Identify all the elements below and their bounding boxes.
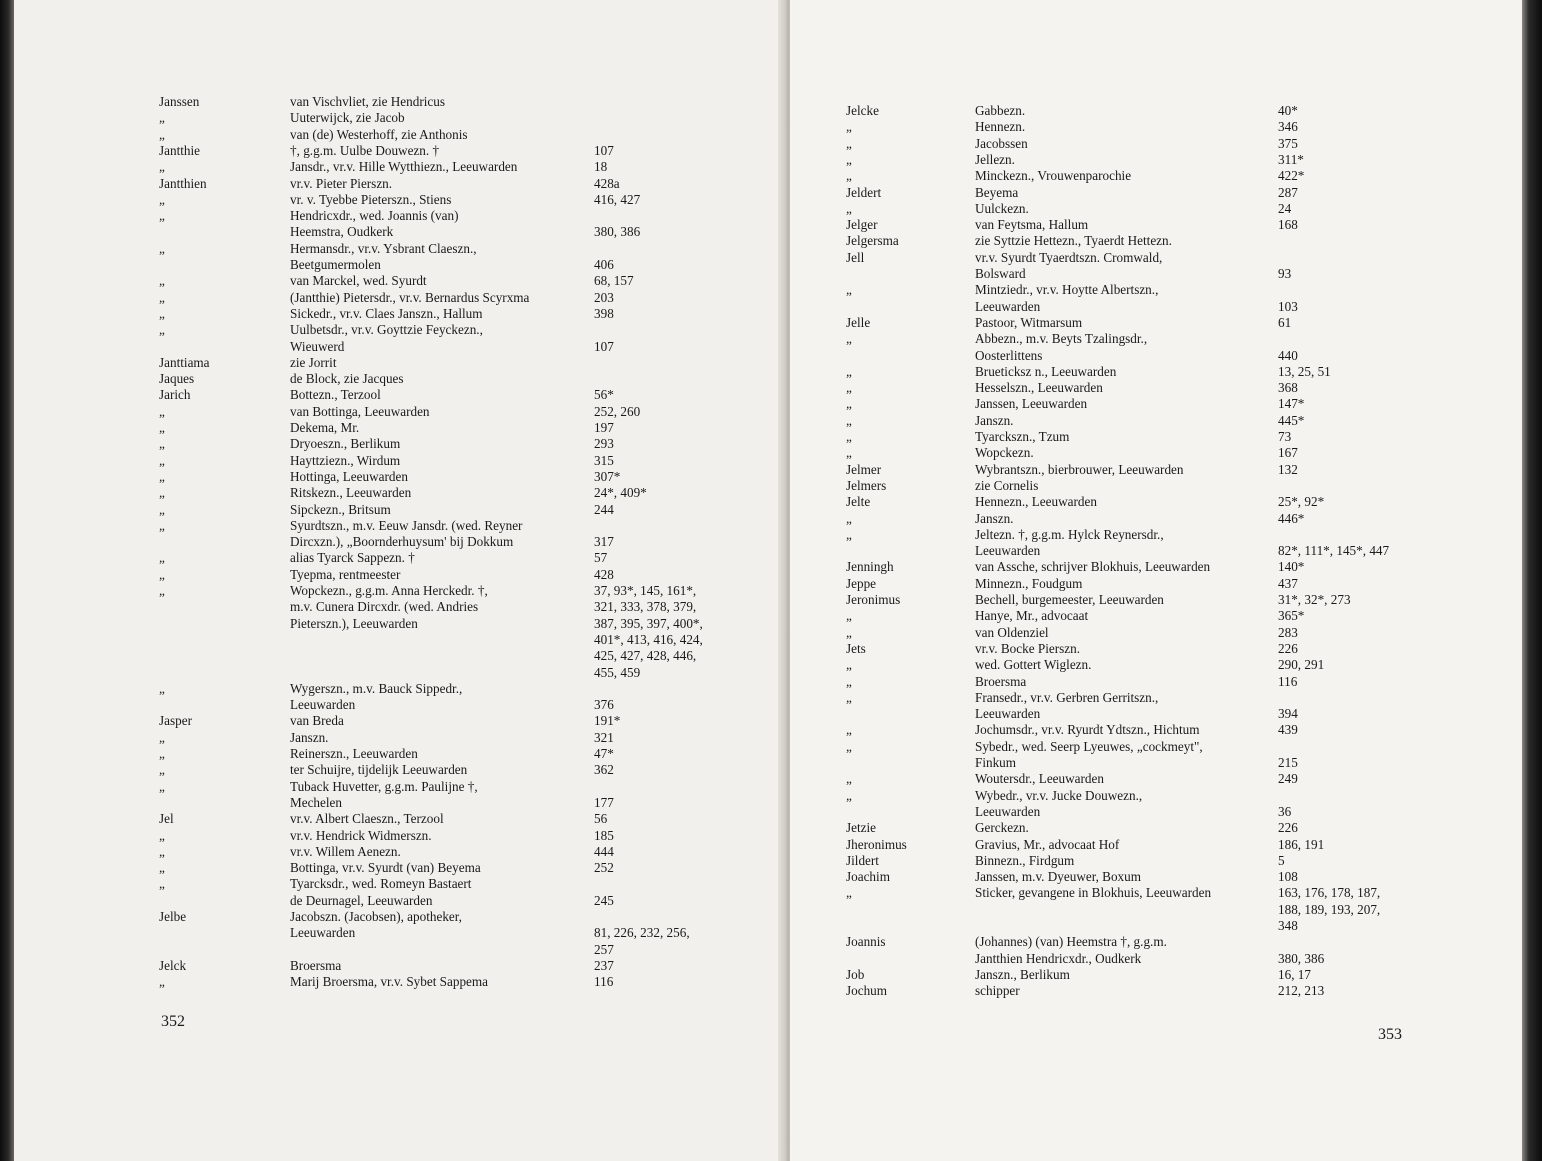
entry-pages: 440 — [1278, 347, 1298, 363]
entry-pages: 37, 93*, 145, 161*, — [594, 583, 697, 598]
entry-name: „ — [846, 282, 852, 298]
entry-description: van Breda — [290, 713, 344, 729]
entry-description: Wopckezn. — [975, 445, 1034, 461]
entry-name: „ — [846, 771, 852, 787]
entry-description: Brueticksz n., Leeuwarden — [975, 363, 1117, 379]
entry-description: Tyarcksdr., wed. Romeyn Bastaert — [290, 876, 472, 892]
entry-pages: 446* — [1278, 510, 1305, 526]
entry-description: Janssen, Leeuwarden — [975, 396, 1088, 412]
entry-pages: 197 — [594, 420, 614, 435]
entry-description: Jeltezn. †, g.g.m. Hylck Reynersdr., — [975, 526, 1164, 542]
entry-description: Hanye, Mr., advocaat — [975, 608, 1089, 624]
entry-description: zie Cornelis — [975, 477, 1039, 493]
entry-pages: 73 — [1278, 429, 1292, 444]
entry-pages: 365* — [1278, 608, 1305, 624]
entry-pages: 116 — [594, 974, 614, 990]
entry-description: van Marckel, wed. Syurdt — [290, 273, 427, 289]
entry-name: „ — [846, 429, 852, 444]
entry-pages: 244 — [594, 501, 614, 517]
entry-name: „ — [159, 680, 165, 696]
entry-description: m.v. Cunera Dircxdr. (wed. Andries — [290, 599, 479, 615]
entry-name: Jelger — [846, 217, 878, 233]
entry-description: Jochumsdr., vr.v. Ryurdt Ydtszn., Hichtum — [975, 722, 1200, 738]
entry-pages: 346 — [1278, 119, 1298, 135]
entry-name: „ — [159, 762, 165, 778]
entry-name: „ — [846, 396, 852, 412]
entry-description: Broersma — [290, 957, 342, 973]
entry-pages: 108 — [1278, 869, 1298, 885]
entry-description: Mintziedr., vr.v. Hoytte Albertszn., — [975, 282, 1159, 298]
entry-pages: 177 — [594, 794, 614, 810]
entry-description: Beyema — [975, 184, 1019, 200]
entry-pages: 107 — [594, 338, 614, 354]
entry-pages: 249 — [1278, 771, 1298, 787]
entry-description: Uulckezn. — [975, 200, 1029, 216]
entry-description: Wieuwerd — [290, 338, 345, 354]
entry-pages: 163, 176, 178, 187, — [1278, 885, 1381, 901]
entry-description: Wygerszn., m.v. Bauck Sippedr., — [290, 680, 463, 696]
entry-pages: 81, 226, 232, 256, — [594, 925, 690, 941]
entry-pages: 287 — [1278, 184, 1298, 200]
entry-description: zie Jorrit — [290, 354, 337, 370]
entry-name: „ — [159, 517, 165, 533]
entry-description: (Jantthie) Pietersdr., vr.v. Bernardus Scyrxma — [290, 289, 530, 305]
entry-description: vr. v. Tyebbe Pieterszn., Stiens — [290, 191, 452, 207]
entry-name: „ — [159, 860, 165, 876]
entry-description: Sticker, gevangene in Blokhuis, Leeuwarden — [975, 885, 1212, 901]
entry-description: Hesselszn., Leeuwarden — [975, 380, 1103, 396]
entry-name: Jelle — [846, 314, 871, 330]
entry-pages: 82*, 111*, 145*, 447 — [1278, 543, 1390, 559]
entry-name: „ — [846, 526, 852, 542]
entry-pages: 226 — [1278, 820, 1298, 836]
entry-name: Jelmer — [846, 461, 882, 477]
entry-description: Dircxzn.), „Boornderhuysum' bij Dokkum — [290, 534, 514, 550]
entry-pages: 375 — [1278, 135, 1298, 151]
entry-name: „ — [159, 550, 165, 566]
entry-pages: 445* — [1278, 412, 1305, 428]
entry-pages: 245 — [594, 892, 614, 908]
entry-description: schipper — [975, 983, 1020, 999]
entry-pages: 56* — [594, 387, 614, 403]
entry-pages: 31*, 32*, 273 — [1278, 592, 1351, 607]
entry-pages: 348 — [1278, 918, 1298, 933]
entry-description: Dryoeszn., Berlikum — [290, 436, 401, 452]
entry-description: Janssen, m.v. Dyeuwer, Boxum — [975, 869, 1142, 885]
entry-pages: 237 — [594, 957, 614, 973]
entry-description: Leeuwarden — [975, 803, 1041, 819]
entry-name: „ — [159, 778, 165, 794]
entry-name: „ — [846, 738, 852, 754]
entry-pages: 315 — [594, 452, 614, 468]
entry-name: „ — [846, 885, 852, 901]
entry-description: Abbezn., m.v. Beyts Tzalingsdr., — [975, 331, 1148, 347]
entry-pages: 380, 386 — [594, 224, 641, 240]
entry-name: Joannis — [846, 934, 886, 950]
entry-name: „ — [846, 168, 852, 184]
entry-pages: 394 — [1278, 706, 1298, 722]
entry-pages: 380, 386 — [1278, 950, 1325, 966]
entry-description: Syurdtszn., m.v. Eeuw Jansdr. (wed. Reyner — [290, 517, 523, 533]
entry-name: Joachim — [846, 869, 890, 885]
entry-description: Hayttziezn., Wirdum — [290, 452, 401, 468]
entry-description: Leeuwarden — [975, 543, 1041, 559]
book-edge-left — [0, 0, 14, 1161]
entry-description: alias Tyarck Sappezn. † — [290, 550, 415, 566]
entry-name: „ — [159, 566, 165, 582]
entry-pages: 203 — [594, 289, 614, 305]
entry-description: Hermansdr., vr.v. Ysbrant Claeszn., — [290, 240, 477, 256]
entry-description: †, g.g.m. Uulbe Douwezn. † — [290, 142, 440, 158]
entry-name: „ — [159, 485, 165, 501]
entry-description: Jansdr., vr.v. Hille Wytthiezn., Leeuwarden — [290, 159, 518, 175]
entry-pages: 362 — [594, 762, 614, 778]
entry-description: ter Schuijre, tijdelijk Leeuwarden — [290, 762, 468, 778]
entry-description: vr.v. Syurdt Tyaerdtszn. Cromwald, — [975, 249, 1163, 265]
entry-description: van Feytsma, Hallum — [975, 217, 1089, 233]
entry-pages: 212, 213 — [1278, 983, 1325, 999]
entry-description: wed. Gottert Wiglezn. — [975, 657, 1092, 673]
entry-pages: 16, 17 — [1278, 966, 1311, 982]
entry-name: „ — [159, 273, 165, 289]
entry-name: „ — [159, 827, 165, 843]
entry-pages: 321 — [594, 729, 614, 745]
entry-pages: 283 — [1278, 624, 1298, 640]
entry-name: „ — [159, 289, 165, 305]
entry-description: Minckezn., Vrouwenparochie — [975, 168, 1132, 184]
entry-name: „ — [159, 876, 165, 892]
entry-name: Jell — [846, 249, 865, 265]
entry-pages: 444 — [594, 843, 614, 859]
entry-pages: 406 — [594, 257, 614, 272]
entry-name: „ — [846, 787, 852, 803]
entry-description: van Oldenziel — [975, 624, 1049, 640]
entry-description: Binnezn., Firdgum — [975, 852, 1075, 868]
entry-pages: 13, 25, 51 — [1278, 363, 1331, 379]
entry-description: Fransedr., vr.v. Gerbren Gerritszn., — [975, 689, 1159, 705]
entry-name: Jets — [846, 640, 866, 656]
entry-pages: 439 — [1278, 722, 1298, 738]
entry-name: „ — [846, 722, 852, 738]
entry-name: „ — [846, 200, 852, 216]
entry-name: Jelbe — [159, 909, 187, 924]
entry-pages: 428a — [594, 175, 620, 191]
entry-description: Bolsward — [975, 266, 1026, 281]
entry-description: Uuterwijck, zie Jacob — [290, 110, 405, 126]
entry-description: Beetgumermolen — [290, 257, 381, 272]
entry-description: Leeuwarden — [290, 925, 356, 941]
entry-name: „ — [159, 843, 165, 859]
entry-description: Reinerszn., Leeuwarden — [290, 746, 418, 761]
entry-name: „ — [846, 657, 852, 673]
entry-pages: 147* — [1278, 396, 1305, 412]
entry-description: Gravius, Mr., advocaat Hof — [975, 836, 1120, 852]
entry-description: Uulbetsdr., vr.v. Goyttzie Feyckezn., — [290, 322, 483, 338]
entry-pages: 428 — [594, 566, 614, 582]
entry-description: Jacobszn. (Jacobsen), apotheker, — [290, 909, 462, 924]
book-edge-right — [1522, 0, 1542, 1161]
entry-description: Gabbezn. — [975, 103, 1026, 118]
entry-pages: 307* — [594, 468, 621, 484]
entry-description: Tyepma, rentmeester — [290, 566, 401, 582]
entry-name: „ — [846, 510, 852, 526]
entry-pages: 425, 427, 428, 446, — [594, 648, 697, 664]
entry-pages: 103 — [1278, 298, 1298, 314]
entry-description: Bechell, burgemeester, Leeuwarden — [975, 592, 1164, 607]
entry-description: van Assche, schrijver Blokhuis, Leeuwarden — [975, 559, 1211, 575]
entry-description: Hennezn. — [975, 119, 1026, 135]
entry-description: van (de) Westerhoff, zie Anthonis — [290, 126, 468, 142]
entry-pages: 226 — [1278, 640, 1298, 656]
entry-pages: 61 — [1278, 314, 1292, 330]
entry-name: Jelmers — [846, 477, 887, 493]
entry-pages: 317 — [594, 534, 614, 550]
entry-name: „ — [159, 452, 165, 468]
entry-name: Jarich — [159, 387, 191, 403]
entry-description: Hottinga, Leeuwarden — [290, 468, 408, 484]
entry-description: Heemstra, Oudkerk — [290, 224, 394, 240]
entry-name: Janssen — [159, 94, 200, 109]
entry-name: „ — [159, 110, 165, 126]
entry-pages: 18 — [594, 159, 608, 175]
entry-description: Dekema, Mr. — [290, 420, 360, 435]
entry-pages: 116 — [1278, 673, 1298, 689]
entry-name: Jenningh — [846, 559, 894, 575]
entry-description: Leeuwarden — [975, 706, 1041, 722]
entry-pages: 293 — [594, 436, 614, 452]
entry-pages: 167 — [1278, 445, 1298, 461]
entry-pages: 40* — [1278, 103, 1298, 118]
entry-name: „ — [159, 583, 165, 598]
entry-pages: 107 — [594, 142, 614, 158]
entry-description: Oosterlittens — [975, 347, 1043, 363]
entry-pages: 36 — [1278, 803, 1292, 819]
entry-description: Mechelen — [290, 794, 342, 810]
entry-name: Job — [846, 966, 865, 982]
entry-pages: 47* — [594, 746, 614, 761]
entry-name: „ — [846, 608, 852, 624]
entry-description: Bottezn., Terzool — [290, 387, 381, 403]
entry-name: „ — [159, 468, 165, 484]
entry-description: Woutersdr., Leeuwarden — [975, 771, 1104, 787]
entry-pages: 215 — [1278, 755, 1298, 770]
entry-description: Pieterszn.), Leeuwarden — [290, 615, 418, 631]
entry-name: „ — [159, 729, 165, 745]
entry-description: Tuback Huvetter, g.g.m. Paulijne †, — [290, 778, 478, 794]
entry-pages: 257 — [594, 941, 614, 957]
entry-pages: 56 — [594, 811, 608, 827]
entry-name: „ — [846, 412, 852, 428]
entry-pages: 422* — [1278, 168, 1305, 184]
entry-description: Gerckezn. — [975, 820, 1029, 836]
entry-description: vr.v. Hendrick Widmerszn. — [290, 827, 432, 843]
entry-name: Jeronimus — [846, 592, 901, 607]
entry-pages: 401*, 413, 416, 424, — [594, 631, 703, 647]
entry-name: „ — [159, 403, 165, 419]
entry-name: „ — [159, 191, 165, 207]
entry-description: Sickedr., vr.v. Claes Janszn., Hallum — [290, 305, 483, 321]
entry-name: Jetzie — [846, 820, 877, 836]
entry-description: Ritskezn., Leeuwarden — [290, 485, 412, 501]
entry-name: Jeppe — [846, 575, 877, 591]
entry-name: Jaques — [159, 371, 195, 387]
entry-pages: 185 — [594, 827, 614, 843]
entry-description: Jacobssen — [975, 135, 1028, 151]
entry-pages: 186, 191 — [1278, 836, 1325, 852]
entry-name: Jelck — [159, 957, 187, 973]
entry-name: „ — [846, 363, 852, 379]
entry-name: „ — [159, 159, 165, 175]
entry-name: „ — [159, 436, 165, 452]
entry-name: „ — [846, 445, 852, 461]
left-page — [14, 0, 784, 1161]
entry-description: Janszn., Berlikum — [975, 966, 1070, 982]
entry-description: vr.v. Albert Claeszn., Terzool — [290, 811, 444, 827]
entry-description: Janszn. — [975, 510, 1014, 526]
entry-name: „ — [159, 126, 165, 142]
entry-description: Jellezn. — [975, 151, 1015, 167]
page-number-left: 352 — [161, 1013, 185, 1030]
entry-name: „ — [846, 151, 852, 167]
entry-name: „ — [159, 501, 165, 517]
entry-name: Jel — [159, 811, 174, 827]
entry-description: (Johannes) (van) Heemstra †, g.g.m. — [975, 934, 1167, 950]
entry-name: Jochum — [846, 983, 888, 999]
entry-description: Wybedr., vr.v. Jucke Douwezn., — [975, 787, 1143, 803]
entry-name: „ — [846, 119, 852, 135]
entry-name: Jelgersma — [846, 233, 899, 249]
entry-description: Wopckezn., g.g.m. Anna Herckedr. †, — [290, 583, 488, 598]
entry-description: Hennezn., Leeuwarden — [975, 494, 1097, 510]
entry-pages: 5 — [1278, 852, 1285, 868]
entry-description: Wybrantszn., bierbrouwer, Leeuwarden — [975, 461, 1184, 477]
entry-name: „ — [159, 208, 165, 224]
entry-description: Leeuwarden — [290, 697, 356, 713]
entry-description: Janszn. — [975, 412, 1014, 428]
entry-pages: 387, 395, 397, 400*, — [594, 615, 703, 631]
entry-description: Jantthien Hendricxdr., Oudkerk — [975, 950, 1142, 966]
entry-pages: 311* — [1278, 151, 1304, 167]
entry-name: Jheronimus — [846, 836, 907, 852]
entry-name: „ — [159, 746, 165, 761]
entry-description: Janszn. — [290, 729, 329, 745]
entry-pages: 398 — [594, 305, 614, 321]
entry-description: de Block, zie Jacques — [290, 371, 404, 387]
entry-name: „ — [846, 624, 852, 640]
entry-name: „ — [846, 673, 852, 689]
entry-description: zie Syttzie Hettezn., Tyaerdt Hettezn. — [975, 233, 1172, 249]
entry-pages: 24*, 409* — [594, 485, 647, 501]
entry-pages: 188, 189, 193, 207, — [1278, 901, 1381, 917]
entry-description: van Bottinga, Leeuwarden — [290, 403, 430, 419]
entry-description: Leeuwarden — [975, 298, 1041, 314]
entry-description: Broersma — [975, 673, 1027, 689]
entry-name: Jantthien — [159, 175, 207, 191]
entry-pages: 376 — [594, 697, 614, 713]
entry-description: de Deurnagel, Leeuwarden — [290, 892, 433, 908]
entry-pages: 25*, 92* — [1278, 494, 1325, 510]
right-page — [790, 0, 1522, 1161]
entry-description: Sipckezn., Britsum — [290, 501, 391, 517]
entry-name: „ — [159, 305, 165, 321]
entry-pages: 132 — [1278, 461, 1298, 477]
entry-pages: 68, 157 — [594, 273, 634, 289]
entry-name: „ — [846, 689, 852, 705]
entry-description: van Vischvliet, zie Hendricus — [290, 94, 445, 109]
entry-name: Jelcke — [846, 103, 879, 118]
entry-description: Finkum — [975, 755, 1017, 770]
entry-description: Hendricxdr., wed. Joannis (van) — [290, 208, 459, 224]
entry-pages: 168 — [1278, 217, 1298, 233]
entry-pages: 140* — [1278, 559, 1305, 575]
entry-pages: 57 — [594, 550, 608, 566]
entry-description: Sybedr., wed. Seerp Lyeuwes, „cockmeyt", — [975, 738, 1203, 754]
entry-pages: 455, 459 — [594, 664, 641, 680]
entry-name: Jantthie — [159, 142, 201, 158]
entry-pages: 252, 260 — [594, 403, 641, 419]
entry-description: Bottinga, vr.v. Syurdt (van) Beyema — [290, 860, 481, 876]
entry-description: Minnezn., Foudgum — [975, 575, 1083, 591]
entry-description: vr.v. Bocke Pierszn. — [975, 640, 1080, 656]
entry-name: Jelte — [846, 494, 871, 510]
entry-name: Jasper — [159, 713, 192, 729]
entry-pages: 368 — [1278, 380, 1298, 396]
entry-pages: 191* — [594, 713, 621, 729]
entry-name: Janttiama — [159, 354, 210, 370]
page-number-right: 353 — [1378, 1026, 1402, 1043]
entry-name: „ — [159, 974, 165, 990]
entry-description: Tyarckszn., Tzum — [975, 429, 1070, 444]
entry-description: vr.v. Willem Aenezn. — [290, 843, 401, 859]
entry-name: „ — [159, 240, 165, 256]
entry-name: „ — [846, 331, 852, 347]
entry-pages: 416, 427 — [594, 191, 641, 207]
entry-name: „ — [159, 322, 165, 338]
entry-description: vr.v. Pieter Pierszn. — [290, 175, 393, 191]
entry-name: Jildert — [846, 852, 879, 868]
entry-description: Pastoor, Witmarsum — [975, 314, 1083, 330]
entry-pages: 252 — [594, 860, 614, 876]
entry-name: „ — [846, 380, 852, 396]
entry-pages: 437 — [1278, 575, 1298, 591]
entry-pages: 321, 333, 378, 379, — [594, 599, 697, 615]
entry-pages: 93 — [1278, 266, 1292, 281]
entry-name: Jeldert — [846, 184, 882, 200]
entry-name: „ — [159, 420, 165, 435]
entry-description: Marij Broersma, vr.v. Sybet Sappema — [290, 974, 489, 990]
entry-name: „ — [846, 135, 852, 151]
entry-pages: 24 — [1278, 200, 1292, 216]
entry-pages: 290, 291 — [1278, 657, 1325, 673]
